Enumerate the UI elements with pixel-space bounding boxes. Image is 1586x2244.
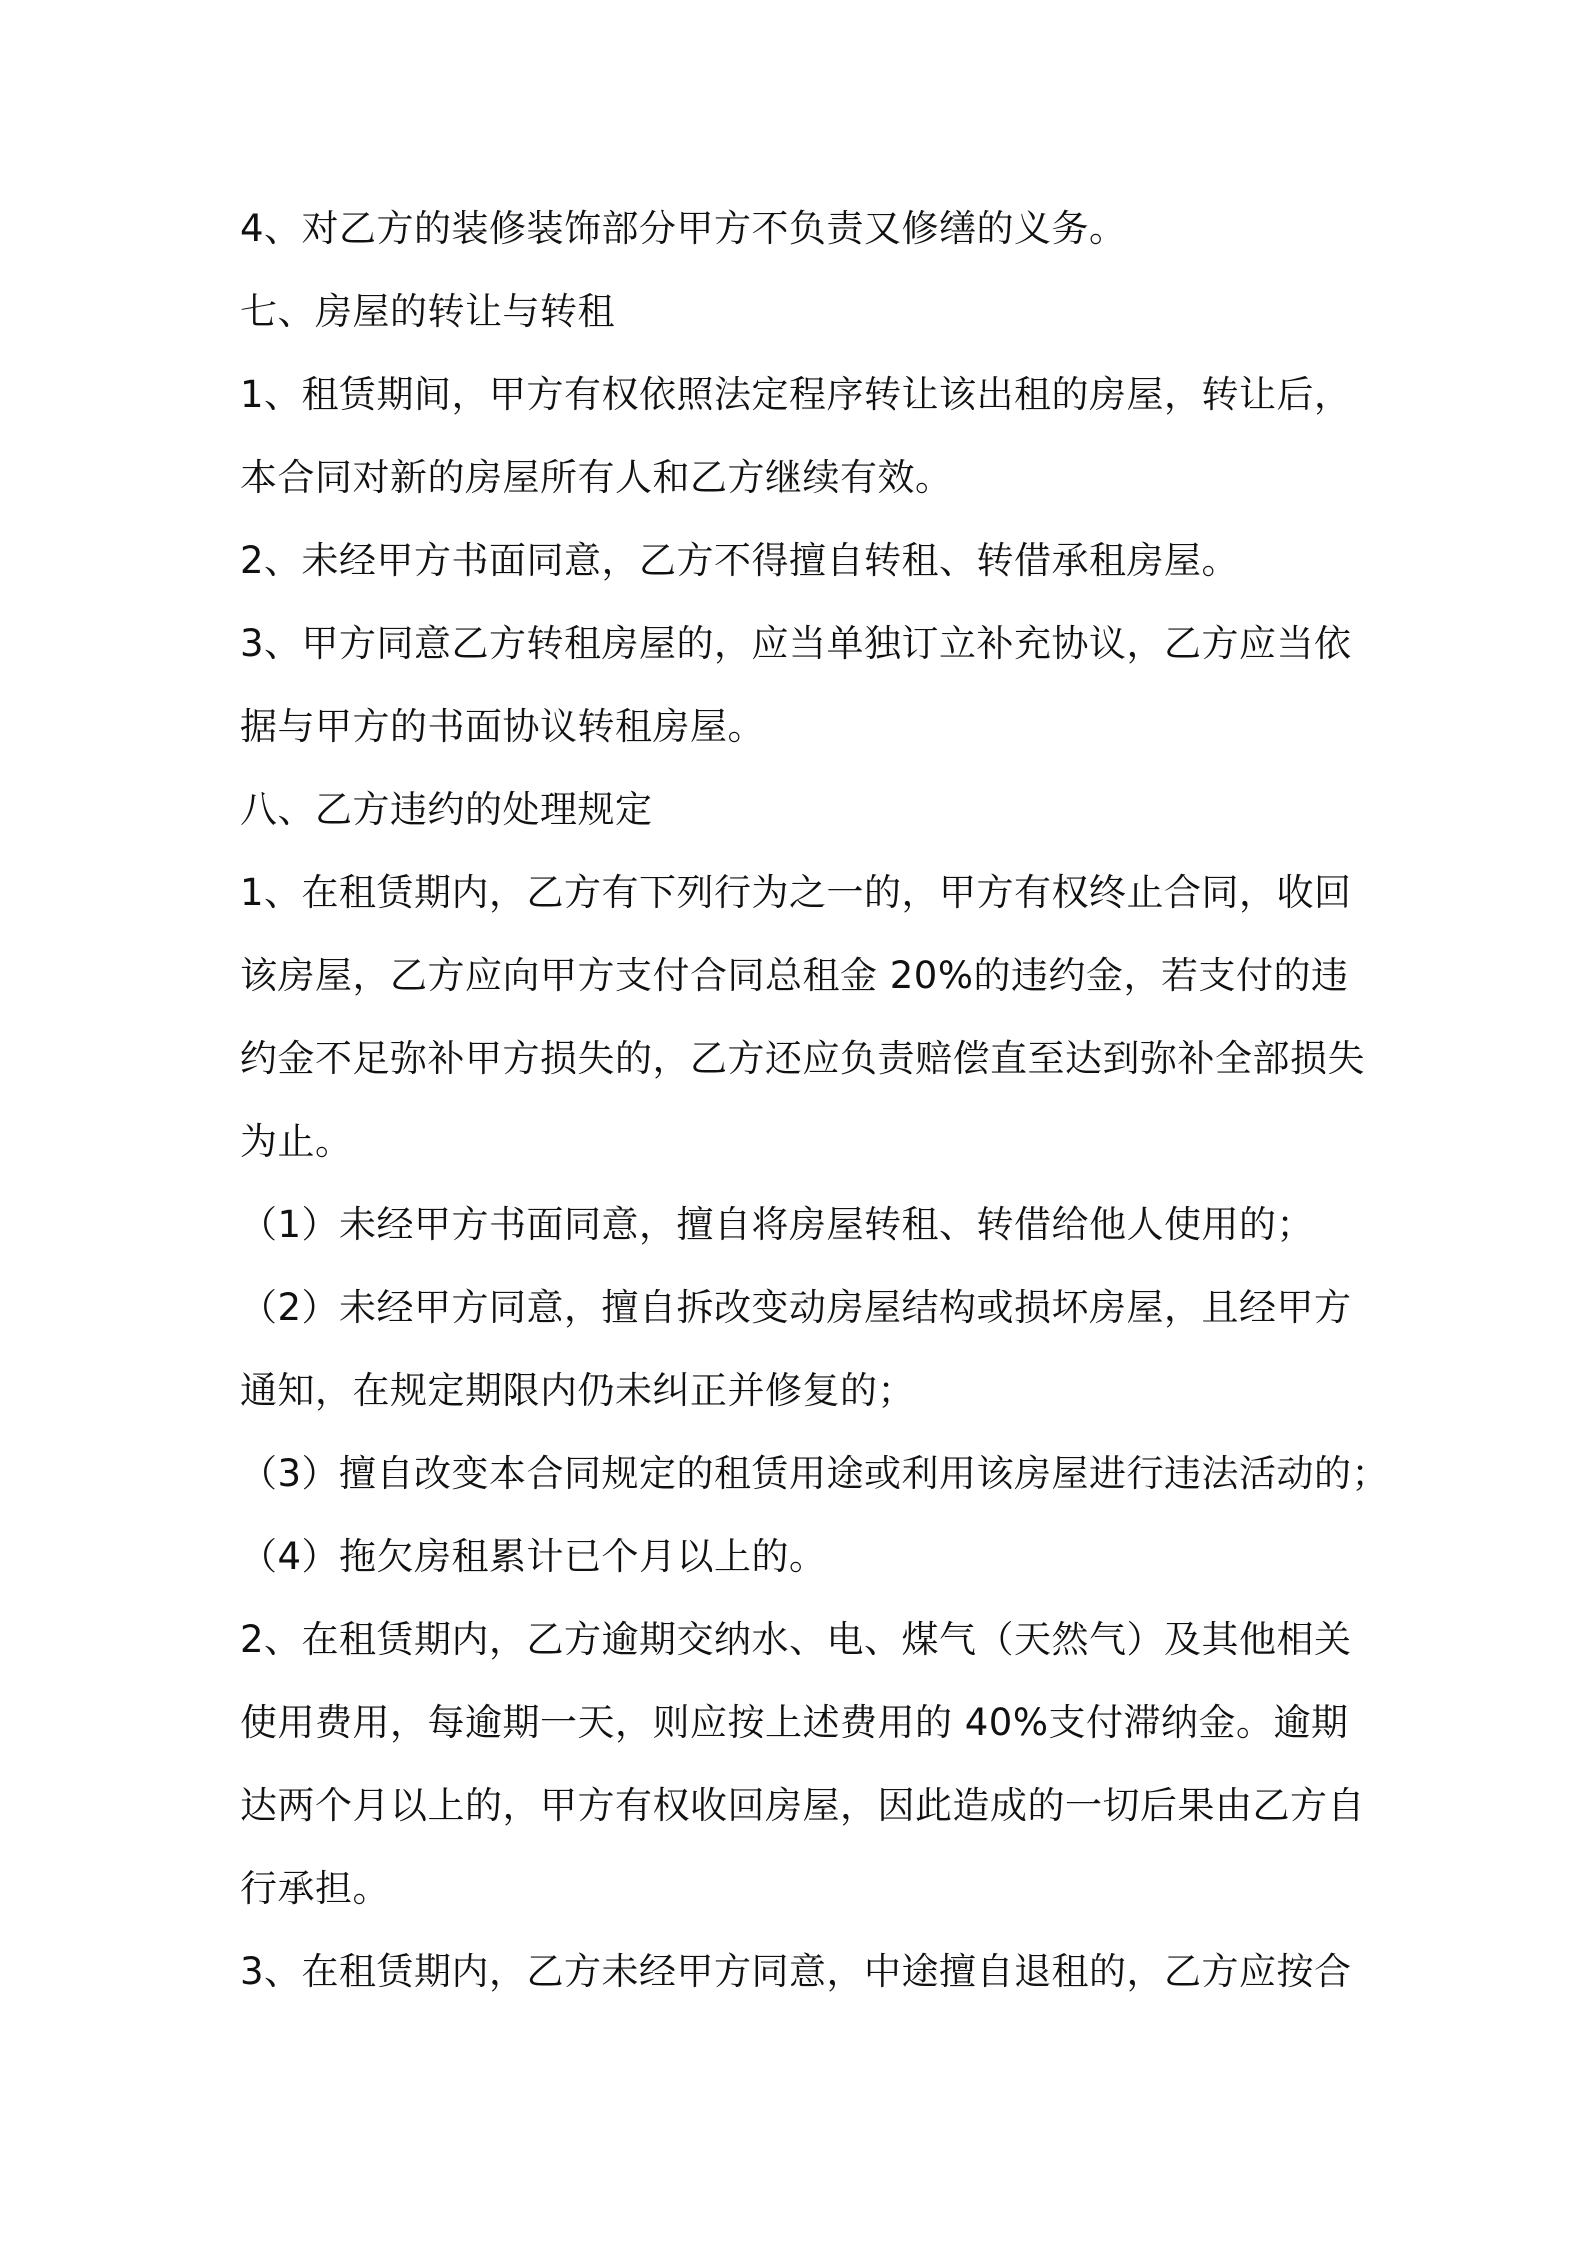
paragraph-line: 据与甲方的书面协议转租房屋。 [240,705,765,748]
paragraph-line: 通知，在规定期限内仍未纠正并修复的； [240,1369,915,1412]
paragraph-line: 1、租赁期间，甲方有权依照法定程序转让该出租的房屋，转让后， [240,373,1352,416]
list-item: （3）擅自改变本合同规定的租赁用途或利用该房屋进行违法活动的； [240,1452,1390,1495]
paragraph-line: 2、在租赁期内，乙方逾期交纳水、电、煤气（天然气）及其他相关 [240,1618,1352,1661]
paragraph-line: 1、在租赁期内，乙方有下列行为之一的，甲方有权终止合同，收回 [240,871,1352,914]
paragraph-line: 使用费用，每逾期一天，则应按上述费用的 40%支付滞纳金。逾期 [240,1701,1349,1744]
paragraph-line: 3、甲方同意乙方转租房屋的，应当单独订立补充协议，乙方应当依 [240,622,1352,665]
paragraph-line: 为止。 [240,1120,353,1163]
paragraph-line: 该房屋，乙方应向甲方支付合同总租金 20%的违约金，若支付的违 [240,954,1349,997]
paragraph-line: 2、未经甲方书面同意，乙方不得擅自转租、转借承租房屋。 [240,539,1240,582]
paragraph-line: 行承担。 [240,1867,390,1910]
paragraph-line: 3、在租赁期内，乙方未经甲方同意，中途擅自退租的，乙方应按合 [240,1950,1352,1993]
section-heading: 八、乙方违约的处理规定 [240,788,653,831]
section-heading: 七、房屋的转让与转租 [240,290,615,333]
paragraph-line: 本合同对新的房屋所有人和乙方继续有效。 [240,456,953,499]
list-item: （1）未经甲方书面同意，擅自将房屋转租、转借给他人使用的； [240,1203,1315,1246]
paragraph-line: 约金不足弥补甲方损失的，乙方还应负责赔偿直至达到弥补全部损失 [240,1037,1365,1080]
paragraph-line: 达两个月以上的，甲方有权收回房屋，因此造成的一切后果由乙方自 [240,1784,1365,1827]
paragraph-line: 4、对乙方的装修装饰部分甲方不负责又修缮的义务。 [240,207,1127,250]
list-item: （2）未经甲方同意，擅自拆改变动房屋结构或损坏房屋，且经甲方 [240,1286,1352,1329]
list-item: （4）拖欠房租累计已个月以上的。 [240,1535,827,1578]
